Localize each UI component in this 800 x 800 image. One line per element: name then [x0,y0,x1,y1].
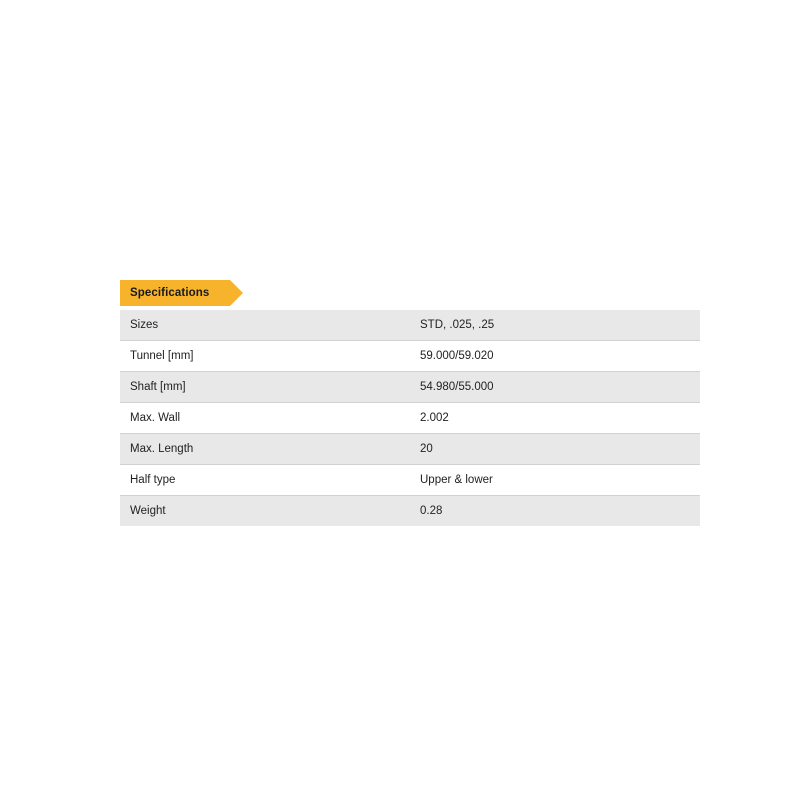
spec-label: Half type [120,465,410,496]
spec-label: Shaft [mm] [120,372,410,403]
spec-value: STD, .025, .25 [410,310,700,341]
table-row [120,310,700,341]
table-row [120,372,700,403]
spec-label: Max. Length [120,434,410,465]
specifications-table-body [120,310,700,526]
table-row [120,341,700,372]
spec-value: 54.980/55.000 [410,372,700,403]
spec-label: Weight [120,496,410,527]
spec-label: Max. Wall [120,403,410,434]
specifications-block [120,280,680,526]
spec-value: 2.002 [410,403,700,434]
spec-value: 59.000/59.020 [410,341,700,372]
banner-body [120,280,230,306]
spec-label: Sizes [120,310,410,341]
table-row [120,403,700,434]
banner-arrow-icon [230,280,243,306]
spec-value: 0.28 [410,496,700,527]
specifications-table [120,310,700,526]
spec-label: Tunnel [mm] [120,341,410,372]
table-row [120,496,700,527]
spec-value: 20 [410,434,700,465]
specifications-banner [120,280,680,306]
spec-value: Upper & lower [410,465,700,496]
table-row [120,465,700,496]
table-row [120,434,700,465]
banner-label: Specifications [130,287,210,299]
